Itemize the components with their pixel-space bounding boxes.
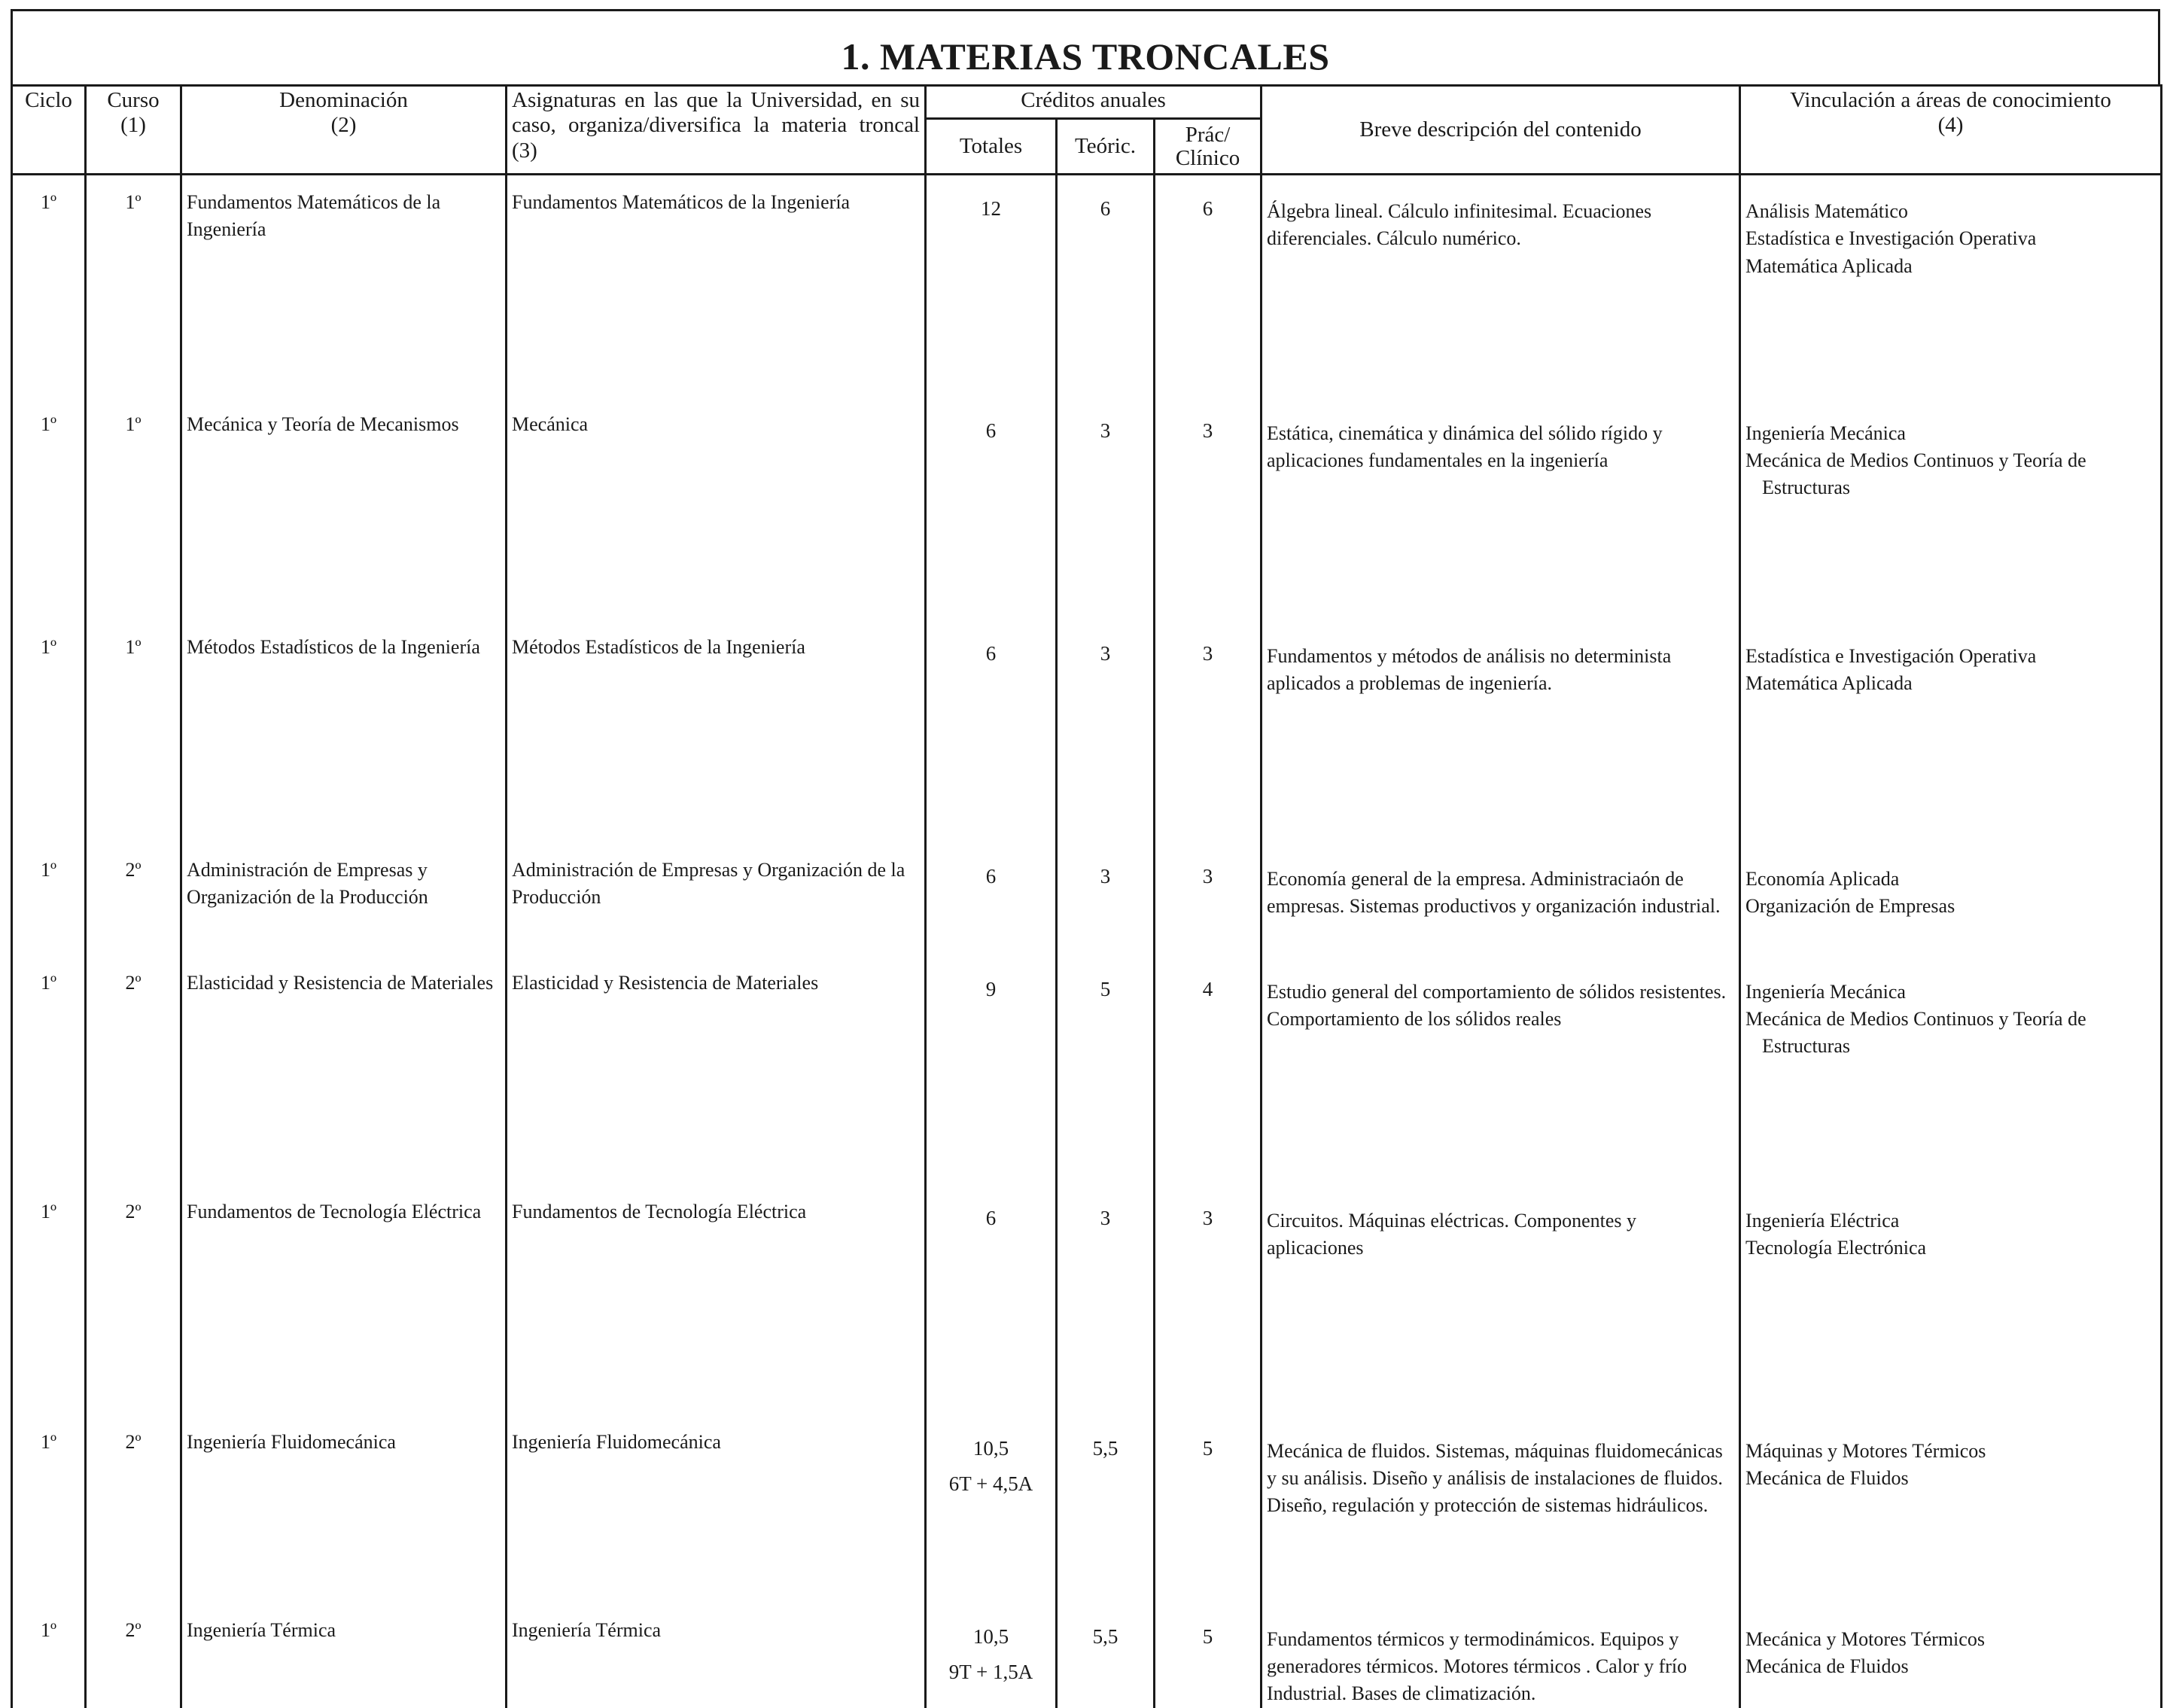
title-box — [11, 9, 2160, 84]
area-item: Máquinas y Motores Térmicos — [1745, 1439, 1986, 1462]
header-ciclo: Ciclo — [12, 86, 86, 175]
page-title: 1. MATERIAS TRONCALES — [841, 35, 1330, 78]
header-teoric: Teóric. — [1057, 119, 1155, 175]
totales-breakdown: 9T + 1,5A — [948, 1661, 1033, 1684]
cell-vinculacion — [1740, 175, 2162, 397]
cell-curso: 2º — [86, 1415, 181, 1603]
cell-asignatura: Administración de Empresas y Organización de la Producción — [507, 843, 926, 956]
cell-descripcion: Circuitos. Máquinas eléctricas. Componentes y aplicaciones — [1262, 1185, 1740, 1415]
cell-vinculacion — [1740, 620, 2162, 843]
cell-ciclo: 1º — [12, 397, 86, 620]
cell-asignatura: Métodos Estadísticos de la Ingeniería — [507, 620, 926, 843]
cell-ciclo: 1º — [12, 956, 86, 1185]
cell-asignatura: Ingeniería Fluidomecánica — [507, 1415, 926, 1603]
header-asignaturas: Asignaturas en las que la Universidad, en su caso, organiza/diversifica la materia troncal (3) — [507, 86, 926, 175]
table-row — [12, 843, 2162, 956]
cell-denominacion: Ingeniería Térmica — [181, 1603, 507, 1708]
cell-descripcion: Economía general de la empresa. Administraciaón de empresas. Sistemas productivos y organización industrial. — [1262, 843, 1740, 956]
area-item: Mecánica de Fluidos — [1745, 1655, 1909, 1677]
cell-asignatura: Mecánica — [507, 397, 926, 620]
cell-totales — [926, 1603, 1057, 1708]
cell-totales — [926, 620, 1057, 843]
cell-teoric: 6 — [1057, 175, 1155, 397]
cell-ciclo: 1º — [12, 843, 86, 956]
area-item: Economía Aplicada — [1745, 867, 1900, 890]
cell-curso: 1º — [86, 175, 181, 397]
table-header — [12, 86, 2162, 175]
cell-curso: 2º — [86, 1603, 181, 1708]
cell-curso: 1º — [86, 397, 181, 620]
cell-teoric: 3 — [1057, 1185, 1155, 1415]
cell-totales — [926, 1415, 1057, 1603]
cell-prac: 4 — [1155, 956, 1262, 1185]
area-item: Estadística e Investigación Operativa — [1745, 644, 2037, 667]
cell-vinculacion — [1740, 1415, 2162, 1603]
area-item: Matemática Aplicada — [1745, 671, 1913, 694]
cell-descripcion: Fundamentos térmicos y termodinámicos. Equipos y generadores térmicos. Motores térmicos . Calor y frío Industrial. Bases de climatización. — [1262, 1603, 1740, 1708]
cell-ciclo: 1º — [12, 1415, 86, 1603]
cell-prac: 5 — [1155, 1415, 1262, 1603]
table-row — [12, 1415, 2162, 1603]
cell-teoric: 5,5 — [1057, 1415, 1155, 1603]
area-item: Tecnología Electrónica — [1745, 1236, 1927, 1259]
totales-value: 6 — [985, 1206, 997, 1229]
totales-value: 9 — [985, 977, 997, 1000]
table-row — [12, 956, 2162, 1185]
table-row — [12, 620, 2162, 843]
header-curso: Curso (1) — [86, 86, 181, 175]
area-item: Estructuras — [1762, 476, 1850, 499]
materias-table — [11, 84, 2162, 1708]
cell-prac: 6 — [1155, 175, 1262, 397]
cell-curso: 2º — [86, 1185, 181, 1415]
cell-denominacion: Mecánica y Teoría de Mecanismos — [181, 397, 507, 620]
totales-breakdown: 6T + 4,5A — [948, 1472, 1033, 1496]
cell-totales — [926, 1185, 1057, 1415]
header-prac: Prác/ Clínico — [1155, 119, 1262, 175]
table-row — [12, 1603, 2162, 1708]
cell-denominacion: Fundamentos de Tecnología Eléctrica — [181, 1185, 507, 1415]
cell-ciclo: 1º — [12, 1185, 86, 1415]
cell-totales — [926, 956, 1057, 1185]
cell-prac: 3 — [1155, 397, 1262, 620]
table-body — [12, 175, 2162, 1708]
cell-totales — [926, 175, 1057, 397]
cell-ciclo: 1º — [12, 175, 86, 397]
header-denominacion: Denominación (2) — [181, 86, 507, 175]
header-descripcion: Breve descripción del contenido — [1262, 86, 1740, 175]
cell-vinculacion — [1740, 843, 2162, 956]
header-vinculacion: Vinculación a áreas de conocimiento (4) — [1740, 86, 2162, 175]
totales-value: 6 — [985, 641, 997, 665]
cell-denominacion: Fundamentos Matemáticos de la Ingeniería — [181, 175, 507, 397]
area-item: Estadística e Investigación Operativa — [1745, 227, 2037, 250]
totales-value: 6 — [985, 419, 997, 442]
area-item: Matemática Aplicada — [1745, 254, 1913, 277]
cell-descripcion: Estática, cinemática y dinámica del sólido rígido y aplicaciones fundamentales en la ingeniería — [1262, 397, 1740, 620]
table-row — [12, 397, 2162, 620]
cell-descripcion: Álgebra lineal. Cálculo infinitesimal. Ecuaciones diferenciales. Cálculo numérico. — [1262, 175, 1740, 397]
table-row — [12, 1185, 2162, 1415]
area-item: Ingeniería Mecánica — [1745, 422, 1906, 444]
header-creditos: Créditos anuales — [926, 86, 1262, 119]
cell-descripcion: Mecánica de fluidos. Sistemas, máquinas fluidomecánicas y su análisis. Diseño y análisis de instalaciones de fluidos. Diseño, regulación y protección de sistemas hidráulicos. — [1262, 1415, 1740, 1603]
totales-value: 10,5 — [972, 1624, 1009, 1648]
cell-descripcion: Estudio general del comportamiento de sólidos resistentes. Comportamiento de los sólidos reales — [1262, 956, 1740, 1185]
cell-teoric: 5,5 — [1057, 1603, 1155, 1708]
cell-totales — [926, 843, 1057, 956]
cell-vinculacion — [1740, 956, 2162, 1185]
totales-value: 12 — [981, 197, 1001, 220]
header-totales: Totales — [926, 119, 1057, 175]
cell-vinculacion — [1740, 1603, 2162, 1708]
cell-asignatura: Ingeniería Térmica — [507, 1603, 926, 1708]
cell-prac: 3 — [1155, 1185, 1262, 1415]
cell-teoric: 3 — [1057, 843, 1155, 956]
totales-value: 10,5 — [972, 1436, 1009, 1460]
cell-vinculacion — [1740, 397, 2162, 620]
cell-curso: 1º — [86, 620, 181, 843]
cell-curso: 2º — [86, 843, 181, 956]
area-item: Mecánica de Medios Continuos y Teoría de — [1745, 1007, 2086, 1030]
cell-prac: 3 — [1155, 843, 1262, 956]
area-item: Ingeniería Mecánica — [1745, 980, 1906, 1003]
cell-asignatura: Fundamentos de Tecnología Eléctrica — [507, 1185, 926, 1415]
cell-ciclo: 1º — [12, 1603, 86, 1708]
area-item: Mecánica de Fluidos — [1745, 1466, 1909, 1489]
cell-teoric: 5 — [1057, 956, 1155, 1185]
cell-descripcion: Fundamentos y métodos de análisis no determinista aplicados a problemas de ingeniería. — [1262, 620, 1740, 843]
cell-ciclo: 1º — [12, 620, 86, 843]
cell-denominacion: Métodos Estadísticos de la Ingeniería — [181, 620, 507, 843]
area-item: Análisis Matemático — [1745, 200, 1908, 222]
area-item: Ingeniería Eléctrica — [1745, 1209, 1900, 1232]
table-row — [12, 175, 2162, 397]
cell-teoric: 3 — [1057, 620, 1155, 843]
area-item: Estructuras — [1762, 1035, 1850, 1058]
cell-prac: 3 — [1155, 620, 1262, 843]
cell-denominacion: Administración de Empresas y Organización de la Producción — [181, 843, 507, 956]
cell-totales — [926, 397, 1057, 620]
area-item: Mecánica de Medios Continuos y Teoría de — [1745, 449, 2086, 471]
cell-asignatura: Fundamentos Matemáticos de la Ingeniería — [507, 175, 926, 397]
cell-prac: 5 — [1155, 1603, 1262, 1708]
totales-value: 6 — [985, 864, 997, 887]
cell-denominacion: Ingeniería Fluidomecánica — [181, 1415, 507, 1603]
cell-vinculacion — [1740, 1185, 2162, 1415]
cell-teoric: 3 — [1057, 397, 1155, 620]
cell-asignatura: Elasticidad y Resistencia de Materiales — [507, 956, 926, 1185]
cell-denominacion: Elasticidad y Resistencia de Materiales — [181, 956, 507, 1185]
area-item: Organización de Empresas — [1745, 894, 1955, 917]
cell-curso: 2º — [86, 956, 181, 1185]
area-item: Mecánica y Motores Térmicos — [1745, 1627, 1985, 1650]
